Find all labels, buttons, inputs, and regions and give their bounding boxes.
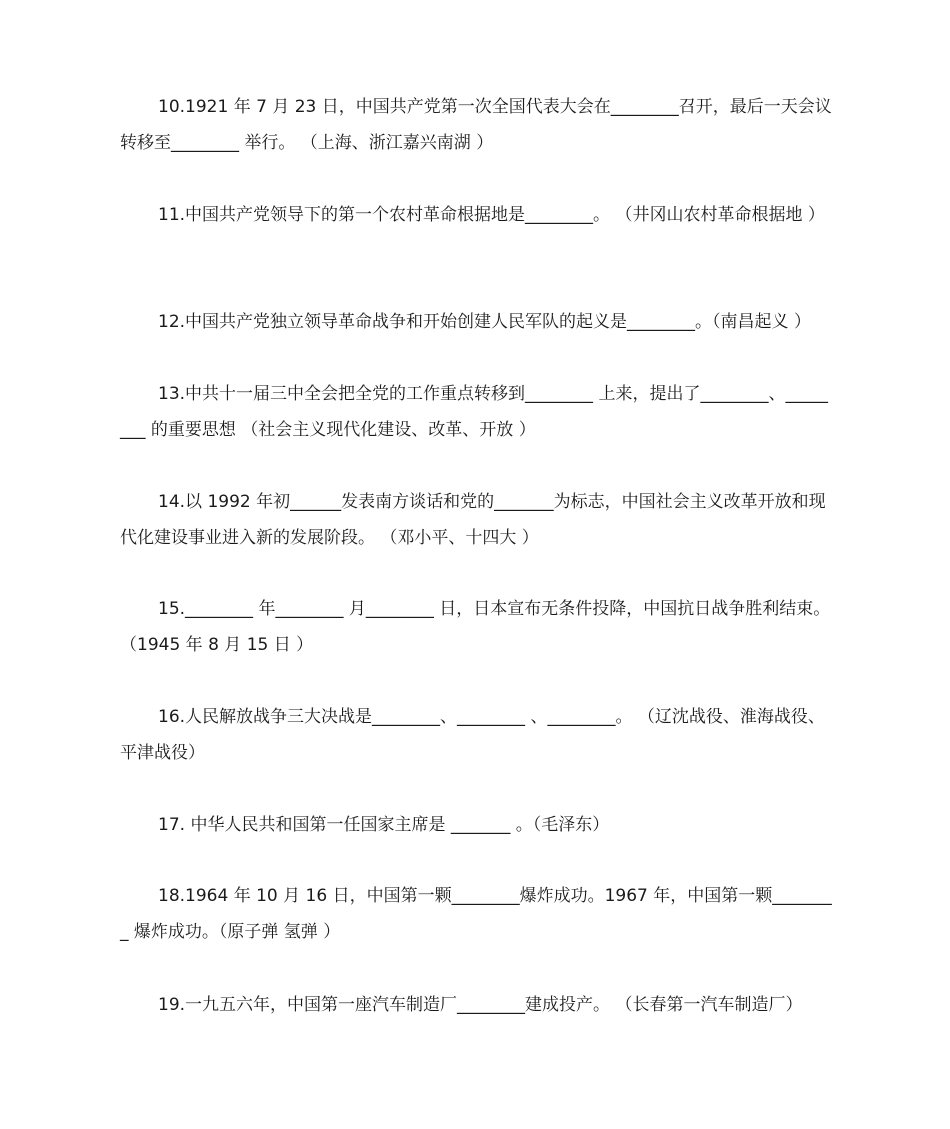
question-10: 10.1921 年 7 月 23 日，中国共产党第一次全国代表大会在________召开，最后一天会议转移至________ 举行。 （上海、浙江嘉兴南湖 ） bbox=[120, 97, 832, 153]
question-19: 19.一九五六年，中国第一座汽车制造厂________建成投产。 （长春第一汽车制造厂） bbox=[158, 995, 803, 1015]
question-12: 12.中国共产党独立领导革命战争和开始创建人民军队的起义是________。（南昌起义 ） bbox=[158, 312, 811, 332]
question-16: 16.人民解放战争三大决战是________、________ 、________。 （辽沈战役、淮海战役、平津战役） bbox=[120, 707, 825, 763]
question-18: 18.1964 年 10 月 16 日，中国第一颗________爆炸成功。1967 年，中国第一颗________ 爆炸成功。（原子弹 氢弹 ） bbox=[120, 886, 832, 942]
question-14: 14.以 1992 年初______发表南方谈话和党的_______为标志，中国社会主义改革开放和现代化建设事业进入新的发展阶段。 （邓小平、十四大 ） bbox=[120, 492, 826, 548]
question-11: 11.中国共产党领导下的第一个农村革命根据地是________。 （井冈山农村革命根据地 ） bbox=[158, 205, 825, 225]
question-15: 15.________ 年________ 月________ 日，日本宣布无条件投降，中国抗日战争胜利结束。（1945 年 8 月 15 日 ） bbox=[120, 599, 831, 655]
question-13: 13.中共十一届三中全会把全党的工作重点转移到________ 上来，提出了________、________ 的重要思想 （社会主义现代化建设、改革、开放 ） bbox=[120, 384, 828, 440]
question-17: 17. 中华人民共和国第一任国家主席是 _______ 。（毛泽东） bbox=[158, 815, 610, 835]
